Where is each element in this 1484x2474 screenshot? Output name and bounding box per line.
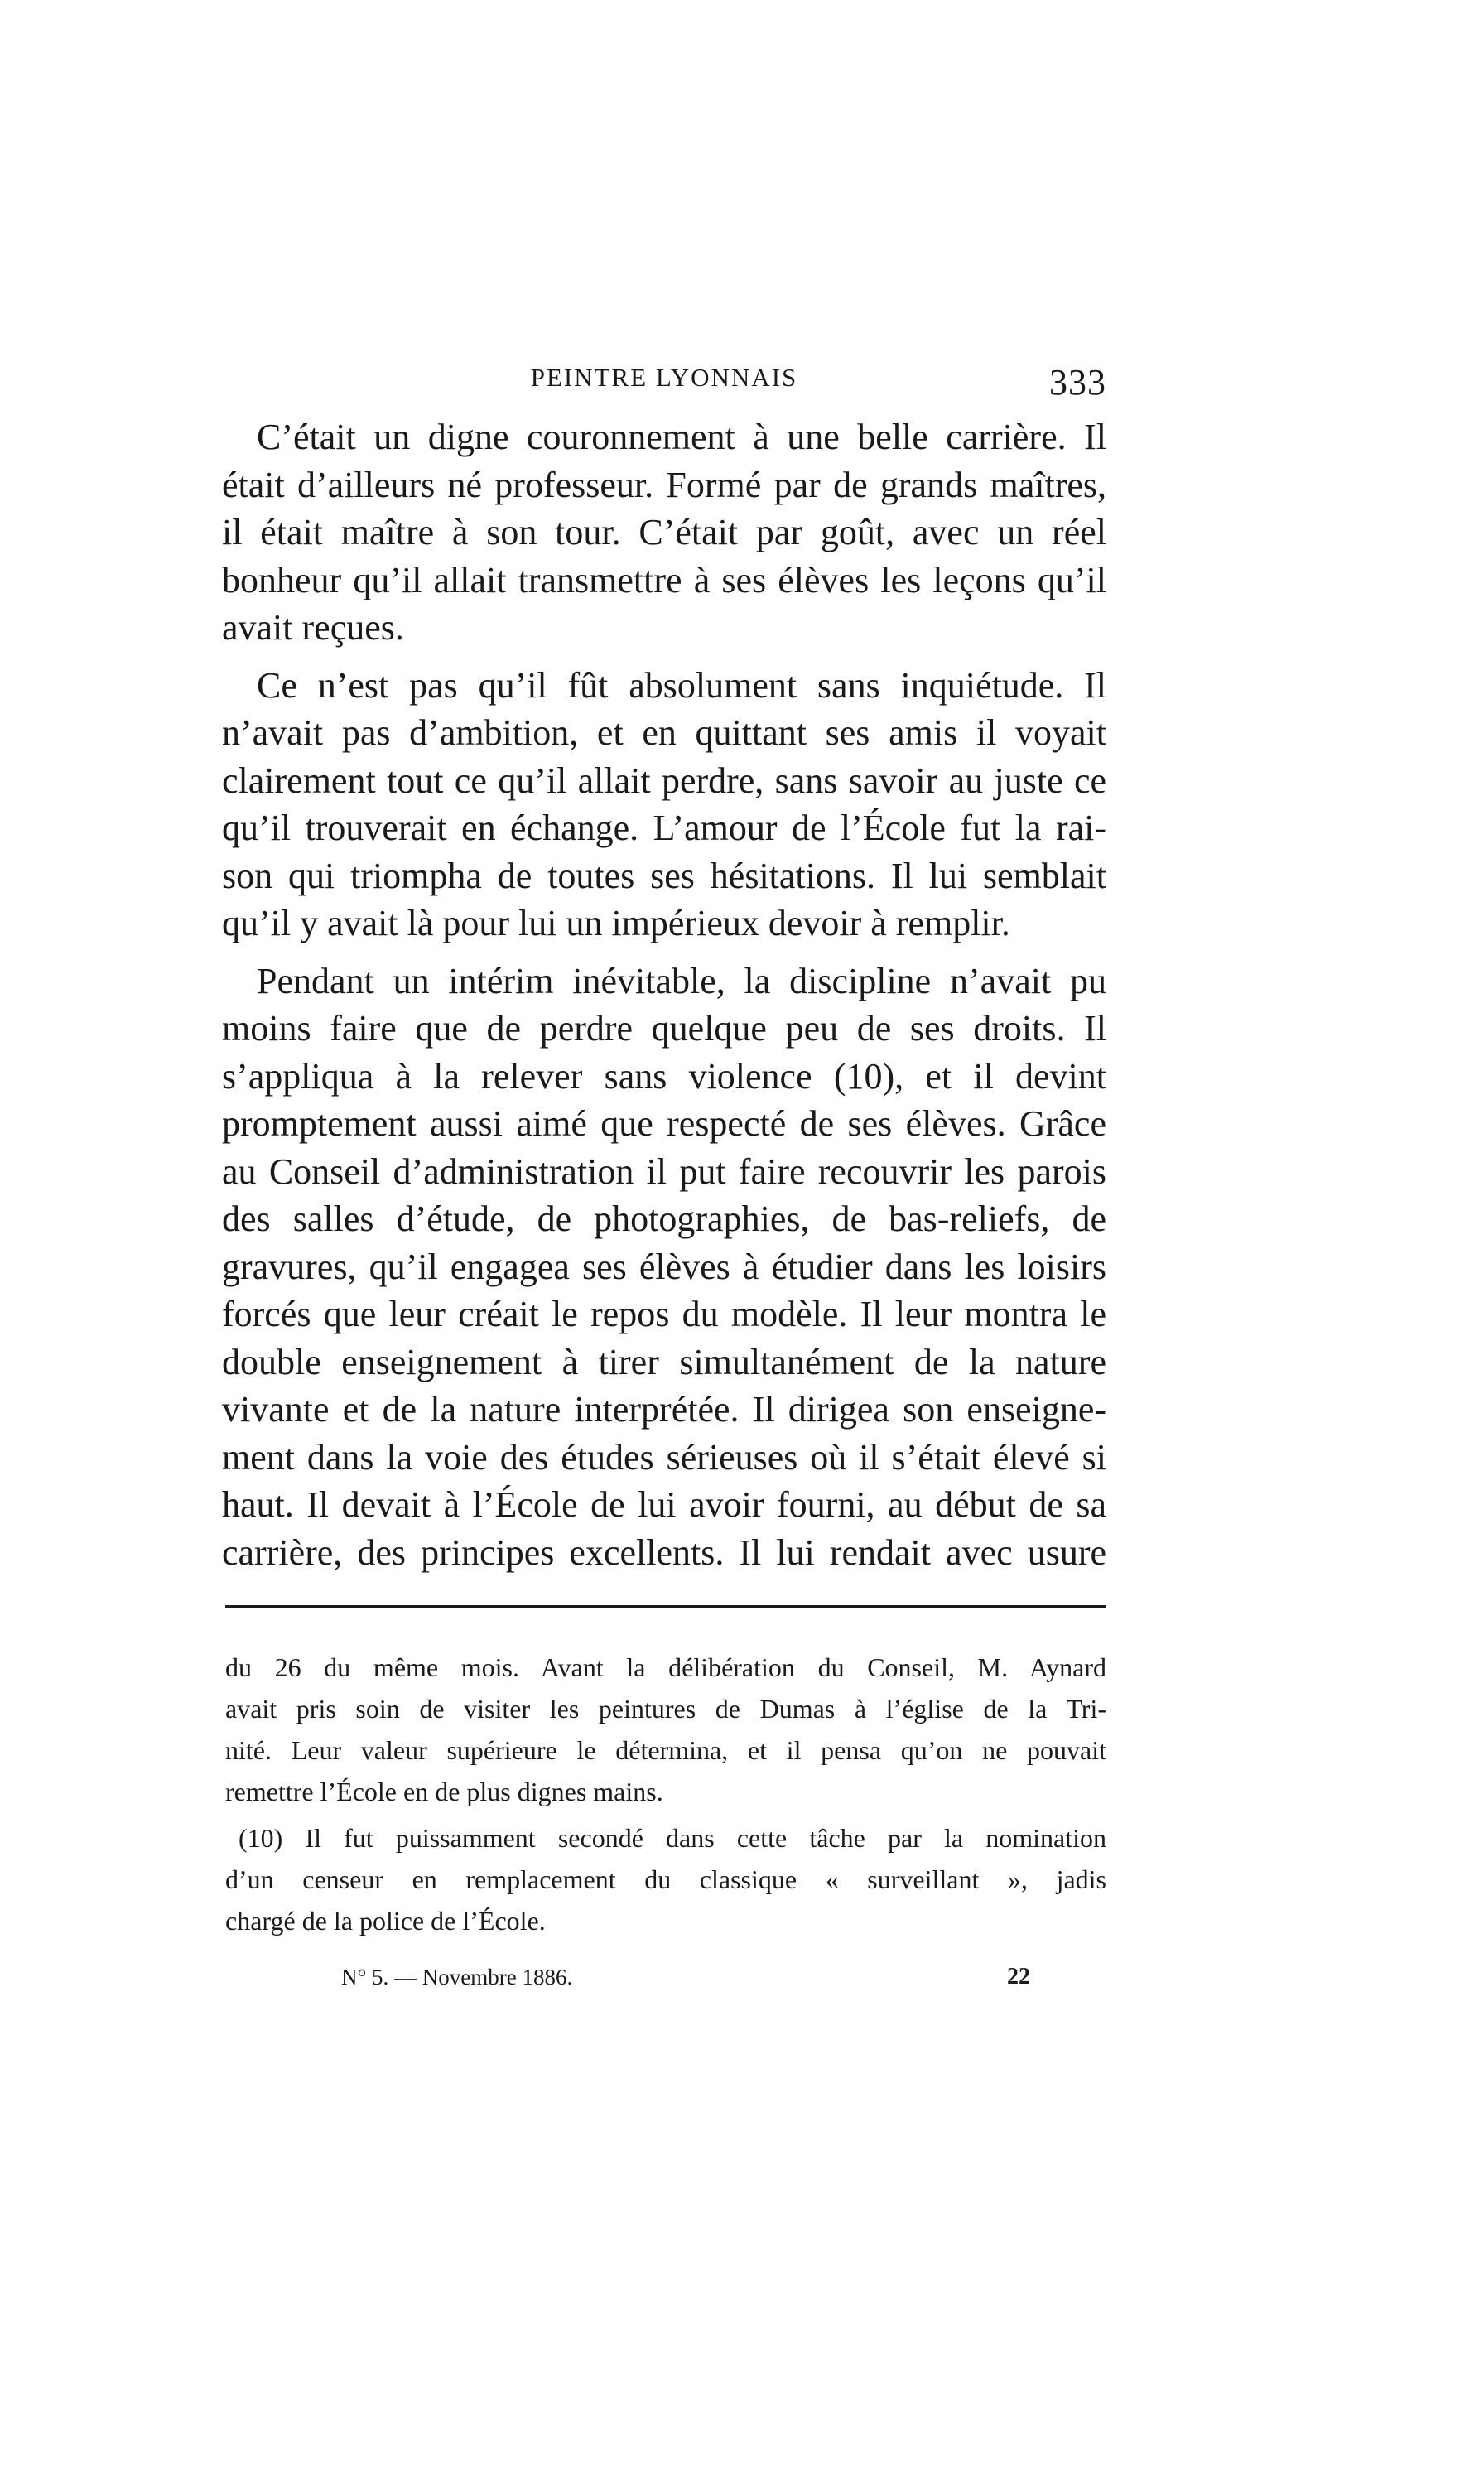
text-line: était d’ailleurs né professeur. Formé par de grands maîtres, (222, 464, 1106, 505)
running-head (222, 354, 1106, 401)
footnote (225, 1647, 1106, 1812)
text-line: carrière, des principes excellents. Il lui rendait avec usure (222, 1531, 1106, 1573)
text-line: haut. Il devait à l’École de lui avoir fourni, au début de sa (222, 1484, 1106, 1525)
text-line: double enseignement à tirer simultanément de la nature (222, 1341, 1106, 1382)
body-text (222, 413, 1106, 1576)
text-line: son qui triompha de toutes ses hésitations. Il lui semblait (222, 855, 1106, 896)
text-line: au Conseil d’administration il put faire recouvrir les parois (222, 1150, 1106, 1192)
sheet-number: 22 (1007, 1964, 1030, 1989)
text-line: clairement tout ce qu’il allait perdre, sans savoir au juste ce (222, 760, 1106, 801)
text-line: moins faire que de perdre quelque peu de ses droits. Il (222, 1008, 1106, 1049)
paragraph (222, 957, 1106, 1577)
text-line: avait reçues. (222, 607, 404, 648)
text-line: Pendant un intérim inévitable, la discipline n’avait pu (257, 960, 1106, 1001)
text-line: il était maître à son tour. C’était par goût, avec un réel (222, 512, 1106, 552)
footnote-line: avait pris soin de visiter les peintures de Dumas à l’église de la Tri- (225, 1694, 1106, 1724)
text-line: promptement aussi aimé que respecté de ses élèves. Grâce (222, 1103, 1106, 1144)
footnote-line: nité. Leur valeur supérieure le détermina, et il pensa qu’on ne pouvait (225, 1735, 1106, 1765)
text-line: bonheur qu’il allait transmettre à ses élèves les leçons qu’il (222, 559, 1106, 600)
footnote-line: du 26 du même mois. Avant la délibération du Conseil, M. Aynard (225, 1652, 1106, 1682)
footnote-rule (225, 1605, 1106, 1608)
text-line: vivante et de la nature interprétée. Il dirigea son enseigne- (222, 1389, 1106, 1430)
text-line: C’était un digne couronnement à une belle carrière. Il (257, 417, 1106, 457)
paragraph-gap (222, 652, 1106, 662)
issue-line: N° 5. — Novembre 1886. (341, 1965, 573, 1989)
text-line: qu’il y avait là pour lui un impérieux devoir à remplir. (222, 903, 1010, 943)
footnote-line: d’un censeur en remplacement du classique « surveillant », jadis (225, 1864, 1106, 1894)
page-number: 333 (1049, 362, 1106, 403)
printer-signature (341, 1956, 1030, 1998)
footnote (225, 1817, 1106, 1941)
text-line: gravures, qu’il engagea ses élèves à étudier dans les loisirs (222, 1246, 1106, 1287)
text-line: qu’il trouverait en échange. L’amour de l’École fut la rai- (222, 808, 1106, 848)
footnote-line: (10) Il fut puissamment secondé dans cette tâche par la nomination (238, 1823, 1106, 1853)
text-line: n’avait pas d’ambition, et en quittant ses amis il voyait (222, 712, 1106, 753)
footnote-line: remettre l’École en de plus dignes mains. (225, 1777, 663, 1806)
paragraph (222, 413, 1106, 652)
text-line: forcés que leur créait le repos du modèle. Il leur montra le (222, 1294, 1106, 1334)
running-title: PEINTRE LYONNAIS (530, 363, 798, 392)
footnote-line: chargé de la police de l’École. (225, 1906, 546, 1936)
footnotes (225, 1647, 1106, 1941)
text-line: des salles d’étude, de photographies, de bas-reliefs, de (222, 1198, 1106, 1239)
paragraph (222, 662, 1106, 948)
paragraph-gap (222, 948, 1106, 957)
text-line: Ce n’est pas qu’il fût absolument sans inquiétude. Il (257, 664, 1106, 706)
text-line: s’appliqua à la relever sans violence (10), et il devint (222, 1055, 1106, 1097)
text-line: ment dans la voie des études sérieuses où il s’était élevé si (222, 1436, 1106, 1478)
